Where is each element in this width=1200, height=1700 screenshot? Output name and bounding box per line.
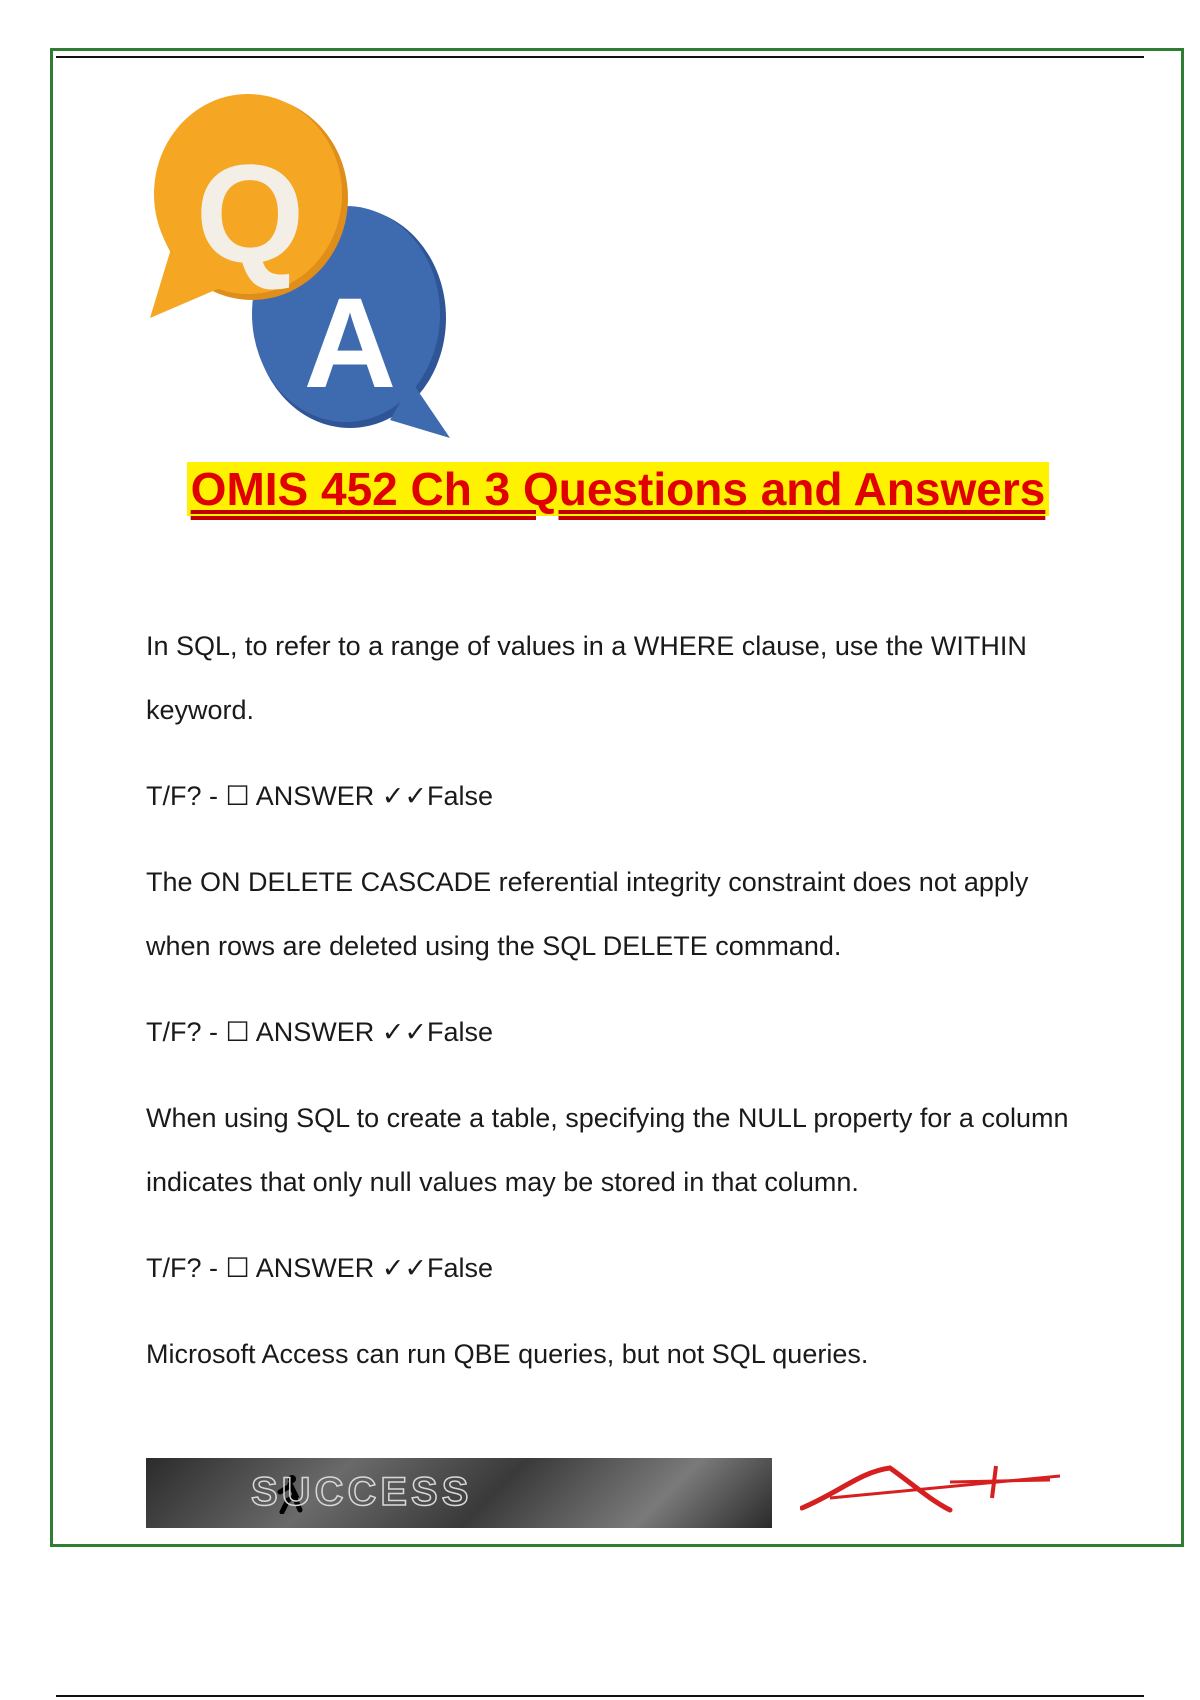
question-3: When using SQL to create a table, specifying the NULL property for a column indicates that only null values may be stored in that column.: [146, 1103, 1069, 1197]
qa-logo: [150, 82, 460, 452]
question-4: Microsoft Access can run QBE queries, but not SQL queries.: [146, 1339, 869, 1369]
document-title: OMIS 452 Ch 3 Questions and Answers: [187, 462, 1050, 516]
question-letter: Q: [195, 135, 305, 292]
answer-letter: A: [303, 272, 397, 415]
answer-2: T/F? - ☐ ANSWER ✓✓False: [146, 1017, 493, 1047]
question-1: In SQL, to refer to a range of values in a WHERE clause, use the WITHIN keyword.: [146, 631, 1027, 725]
question-2: The ON DELETE CASCADE referential integrity constraint does not apply when rows are deleted using the SQL DELETE command.: [146, 867, 1029, 961]
bottom-rule: [56, 1695, 1144, 1697]
a-plus-logo: [800, 1462, 1060, 1522]
answer-1: T/F? - ☐ ANSWER ✓✓False: [146, 781, 493, 811]
success-banner: [146, 1458, 772, 1528]
banner-word: SUCCESS: [251, 1470, 473, 1514]
qa-content: [146, 614, 1086, 1386]
top-rule: [56, 56, 1144, 58]
answer-3: T/F? - ☐ ANSWER ✓✓False: [146, 1253, 493, 1283]
